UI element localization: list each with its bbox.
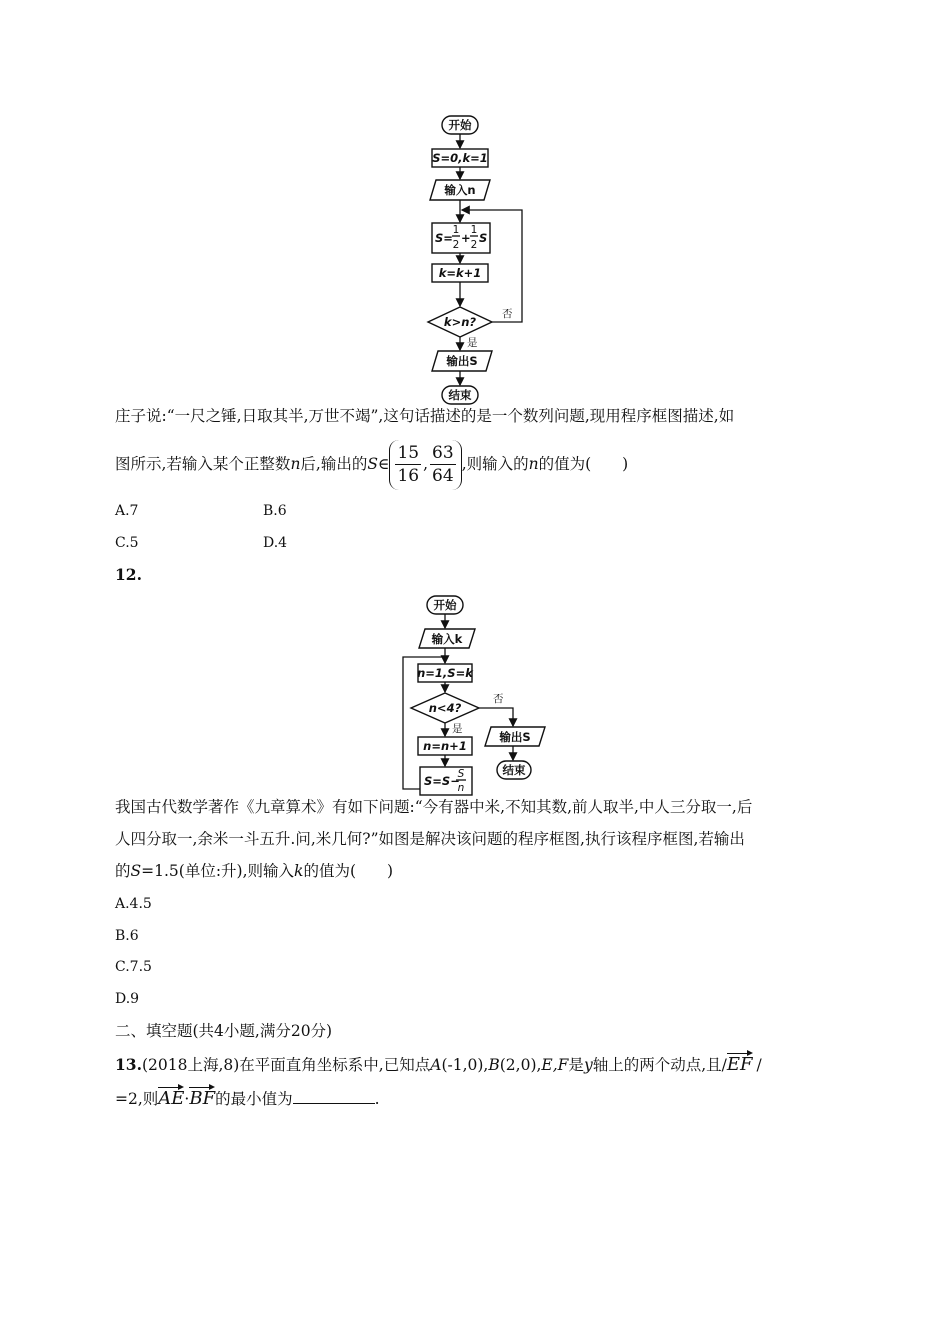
q11-line2: [115, 440, 628, 490]
fc1-assign-den2: 2: [470, 239, 478, 251]
section-title: 二、填空题(共4小题,满分20分): [115, 1022, 333, 1040]
fc1-init-label: S=0,k=1: [432, 151, 488, 165]
q11-frac1: $\frac{15}{16}$: [397, 442, 420, 486]
fc2-no-label: 否: [493, 693, 504, 705]
q12-option-d: D.9: [115, 991, 140, 1007]
q11-option-c: C.5: [115, 535, 139, 551]
fc2-decision-label: n<4?: [428, 701, 462, 715]
fc1-input-label: 输入n: [444, 183, 476, 197]
fc1-assign-plus: +: [461, 231, 471, 245]
flowchart-2: [395, 590, 565, 800]
q13-line1: 13.(2018上海,8)在平面直角坐标系中,已知点A(-1,0),B(2,0),E,F是y轴上的两个动点,且/EF /: [115, 1054, 762, 1075]
q11-frac2: $\frac{63}{64}$: [432, 442, 454, 486]
vector-ef: EF: [726, 1054, 753, 1075]
fc1-assign-den1: 2: [452, 239, 460, 251]
q13-line2: =2,则AE·BF的最小值为 .: [115, 1088, 380, 1109]
q11-option-b: B.6: [263, 503, 287, 519]
q11-in-symbol: ∈: [377, 455, 390, 473]
fc2-input-label: 输入k: [431, 632, 463, 646]
q11-var-n: n: [290, 455, 301, 473]
fc2-incr-label: n=n+1: [423, 739, 467, 753]
fc1-assign-right: S: [479, 231, 488, 245]
q11-line2-text-d: 的值为( ): [538, 455, 629, 473]
q11-line2-text-b: 后,输出的: [300, 455, 368, 473]
q12-number: 12.: [115, 565, 142, 584]
fc2-init-label: n=1,S=k: [417, 666, 473, 680]
q13-number: 13.: [115, 1055, 142, 1074]
q11-option-a: A.7: [115, 503, 139, 519]
fc1-assign-num1: 1: [452, 224, 460, 236]
q11-interval: $\frac{15}{16}$ , $\frac{63}{64}$: [389, 440, 461, 490]
fc2-assign-num: S: [457, 768, 465, 780]
fc1-no-label: 否: [502, 308, 513, 320]
q12-line1: 我国古代数学著作《九章算术》有如下问题:“今有器中米,不知其数,前人取半,中人三分取一,后: [115, 798, 753, 816]
q11-var-S: S: [367, 455, 378, 473]
q12-option-b: B.6: [115, 928, 139, 944]
q11-var-n2: n: [528, 455, 539, 473]
fc2-start-label: 开始: [433, 598, 457, 612]
fc1-incr-label: k=k+1: [438, 266, 482, 280]
fc1-assign-num2: 1: [470, 224, 478, 236]
fc1-assign-left: S=: [435, 231, 453, 245]
q11-line2-text-a: 图所示,若输入某个正整数: [115, 455, 291, 473]
q11-line2-text-c: ,则输入的: [461, 455, 529, 473]
fc2-yes-label: 是: [452, 723, 463, 735]
q12-line3: 的S=1.5(单位:升),则输入k的值为( ): [115, 862, 394, 880]
q12-var-S: S: [130, 862, 142, 880]
fc2-assign-left: S=S−: [424, 774, 460, 788]
fc1-start-label: 开始: [448, 118, 472, 132]
fc1-yes-label: 是: [467, 337, 478, 349]
fc1-end-label: 结束: [448, 388, 472, 402]
fc2-end-label: 结束: [502, 763, 526, 777]
fc2-assign-den: n: [457, 782, 465, 794]
flowchart-1: [410, 110, 550, 410]
q12-var-k: k: [294, 862, 304, 880]
fc1-decision-label: k>n?: [443, 315, 477, 329]
q11-line1: 庄子说:“一尺之锤,日取其半,万世不竭”,这句话描述的是一个数列问题,现用程序框图描述,如: [115, 407, 735, 425]
vector-bf: BF: [189, 1088, 216, 1109]
vector-ae: AE: [158, 1088, 185, 1109]
fc2-output-label: 输出S: [499, 730, 531, 744]
q12-option-c: C.7.5: [115, 959, 152, 975]
answer-blank[interactable]: [293, 1089, 375, 1104]
fc1-output-label: 输出S: [446, 354, 478, 368]
q12-line2: 人四分取一,余米一斗五升.问,米几何?”如图是解决该问题的程序框图,执行该程序框图,若输出: [115, 830, 745, 848]
q11-option-d: D.4: [263, 535, 288, 551]
q12-option-a: A.4.5: [115, 896, 152, 912]
